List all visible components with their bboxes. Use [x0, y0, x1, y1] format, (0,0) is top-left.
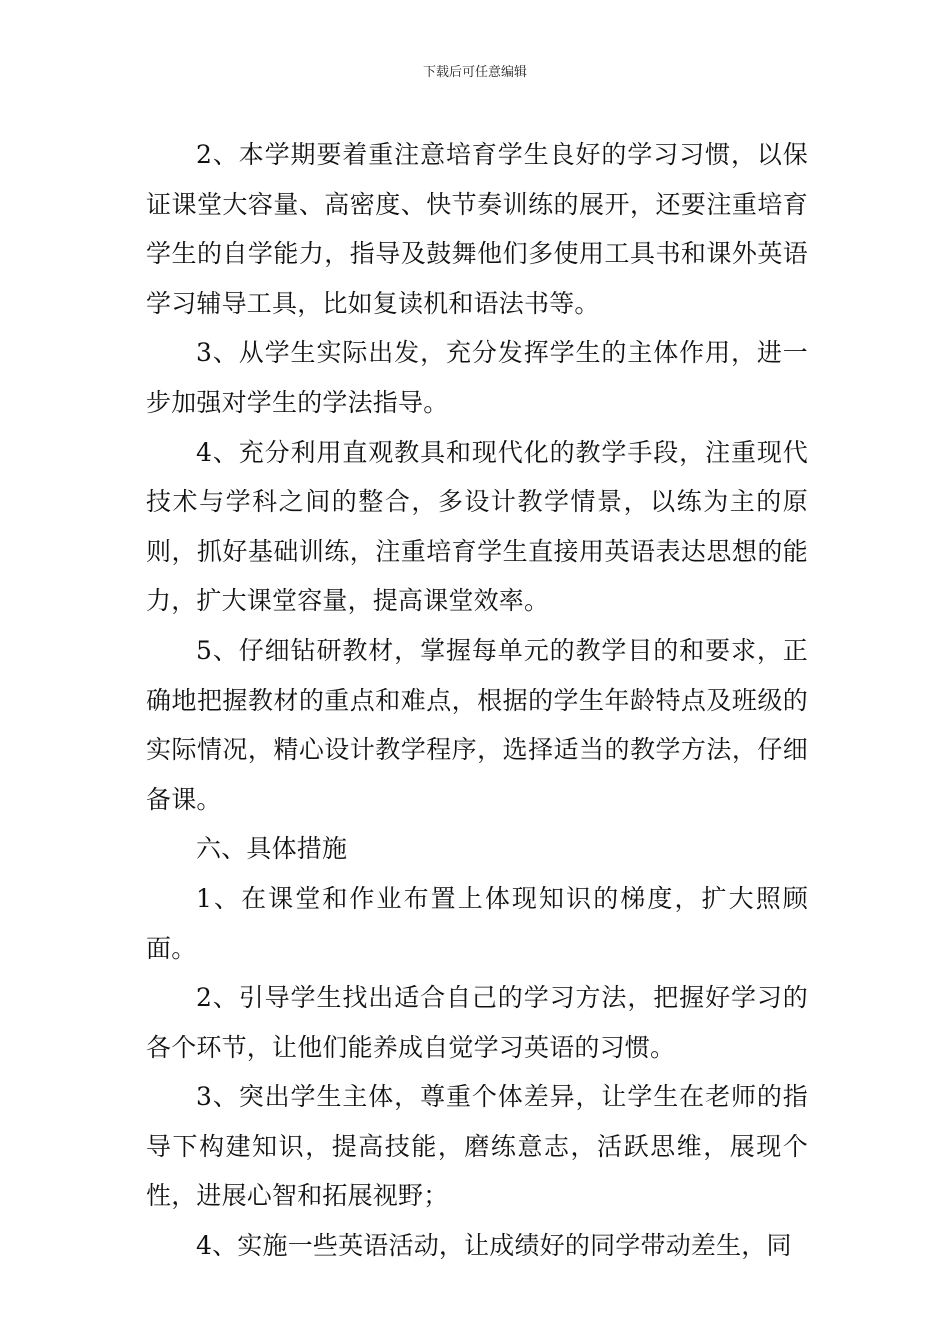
- paragraph: 4、充分利用直观教具和现代化的教学手段，注重现代技术与学科之间的整合，多设计教学情景，以练为主的原则，抓好基础训练，注重培育学生直接用英语表达思想的能力，扩大课堂容量，提高课堂效率。: [146, 437, 808, 616]
- document-body: [146, 130, 808, 1271]
- paragraph: 2、本学期要着重注意培育学生良好的学习习惯，以保证课堂大容量、高密度、快节奏训练的展开，还要注重培育学生的自学能力，指导及鼓舞他们多使用工具书和课外英语学习辅导工具，比如复读机和语法书等。: [146, 140, 808, 318]
- paragraph: 3、突出学生主体，尊重个体差异，让学生在老师的指导下构建知识，提高技能，磨练意志，活跃思维，展现个性，进展心智和拓展视野；: [146, 1082, 808, 1211]
- section-heading: 六、具体措施: [196, 834, 348, 864]
- page-header: 下载后可任意编辑: [422, 65, 527, 80]
- paragraph: 1、在课堂和作业布置上体现知识的梯度，扩大照顾面。: [146, 883, 808, 963]
- paragraph: 3、从学生实际出发，充分发挥学生的主体作用，进一步加强对学生的学法指导。: [146, 338, 808, 417]
- paragraph: 4、实施一些英语活动，让成绩好的同学带动差生，同: [196, 1231, 792, 1261]
- paragraph: 5、仔细钻研教材，掌握每单元的教学目的和要求，正确地把握教材的重点和难点，根据的学生年龄特点及班级的实际情况，精心设计教学程序，选择适当的教学方法，仔细备课。: [146, 635, 808, 814]
- paragraph: 2、引导学生找出适合自己的学习方法，把握好学习的各个环节，让他们能养成自觉学习英语的习惯。: [146, 983, 808, 1062]
